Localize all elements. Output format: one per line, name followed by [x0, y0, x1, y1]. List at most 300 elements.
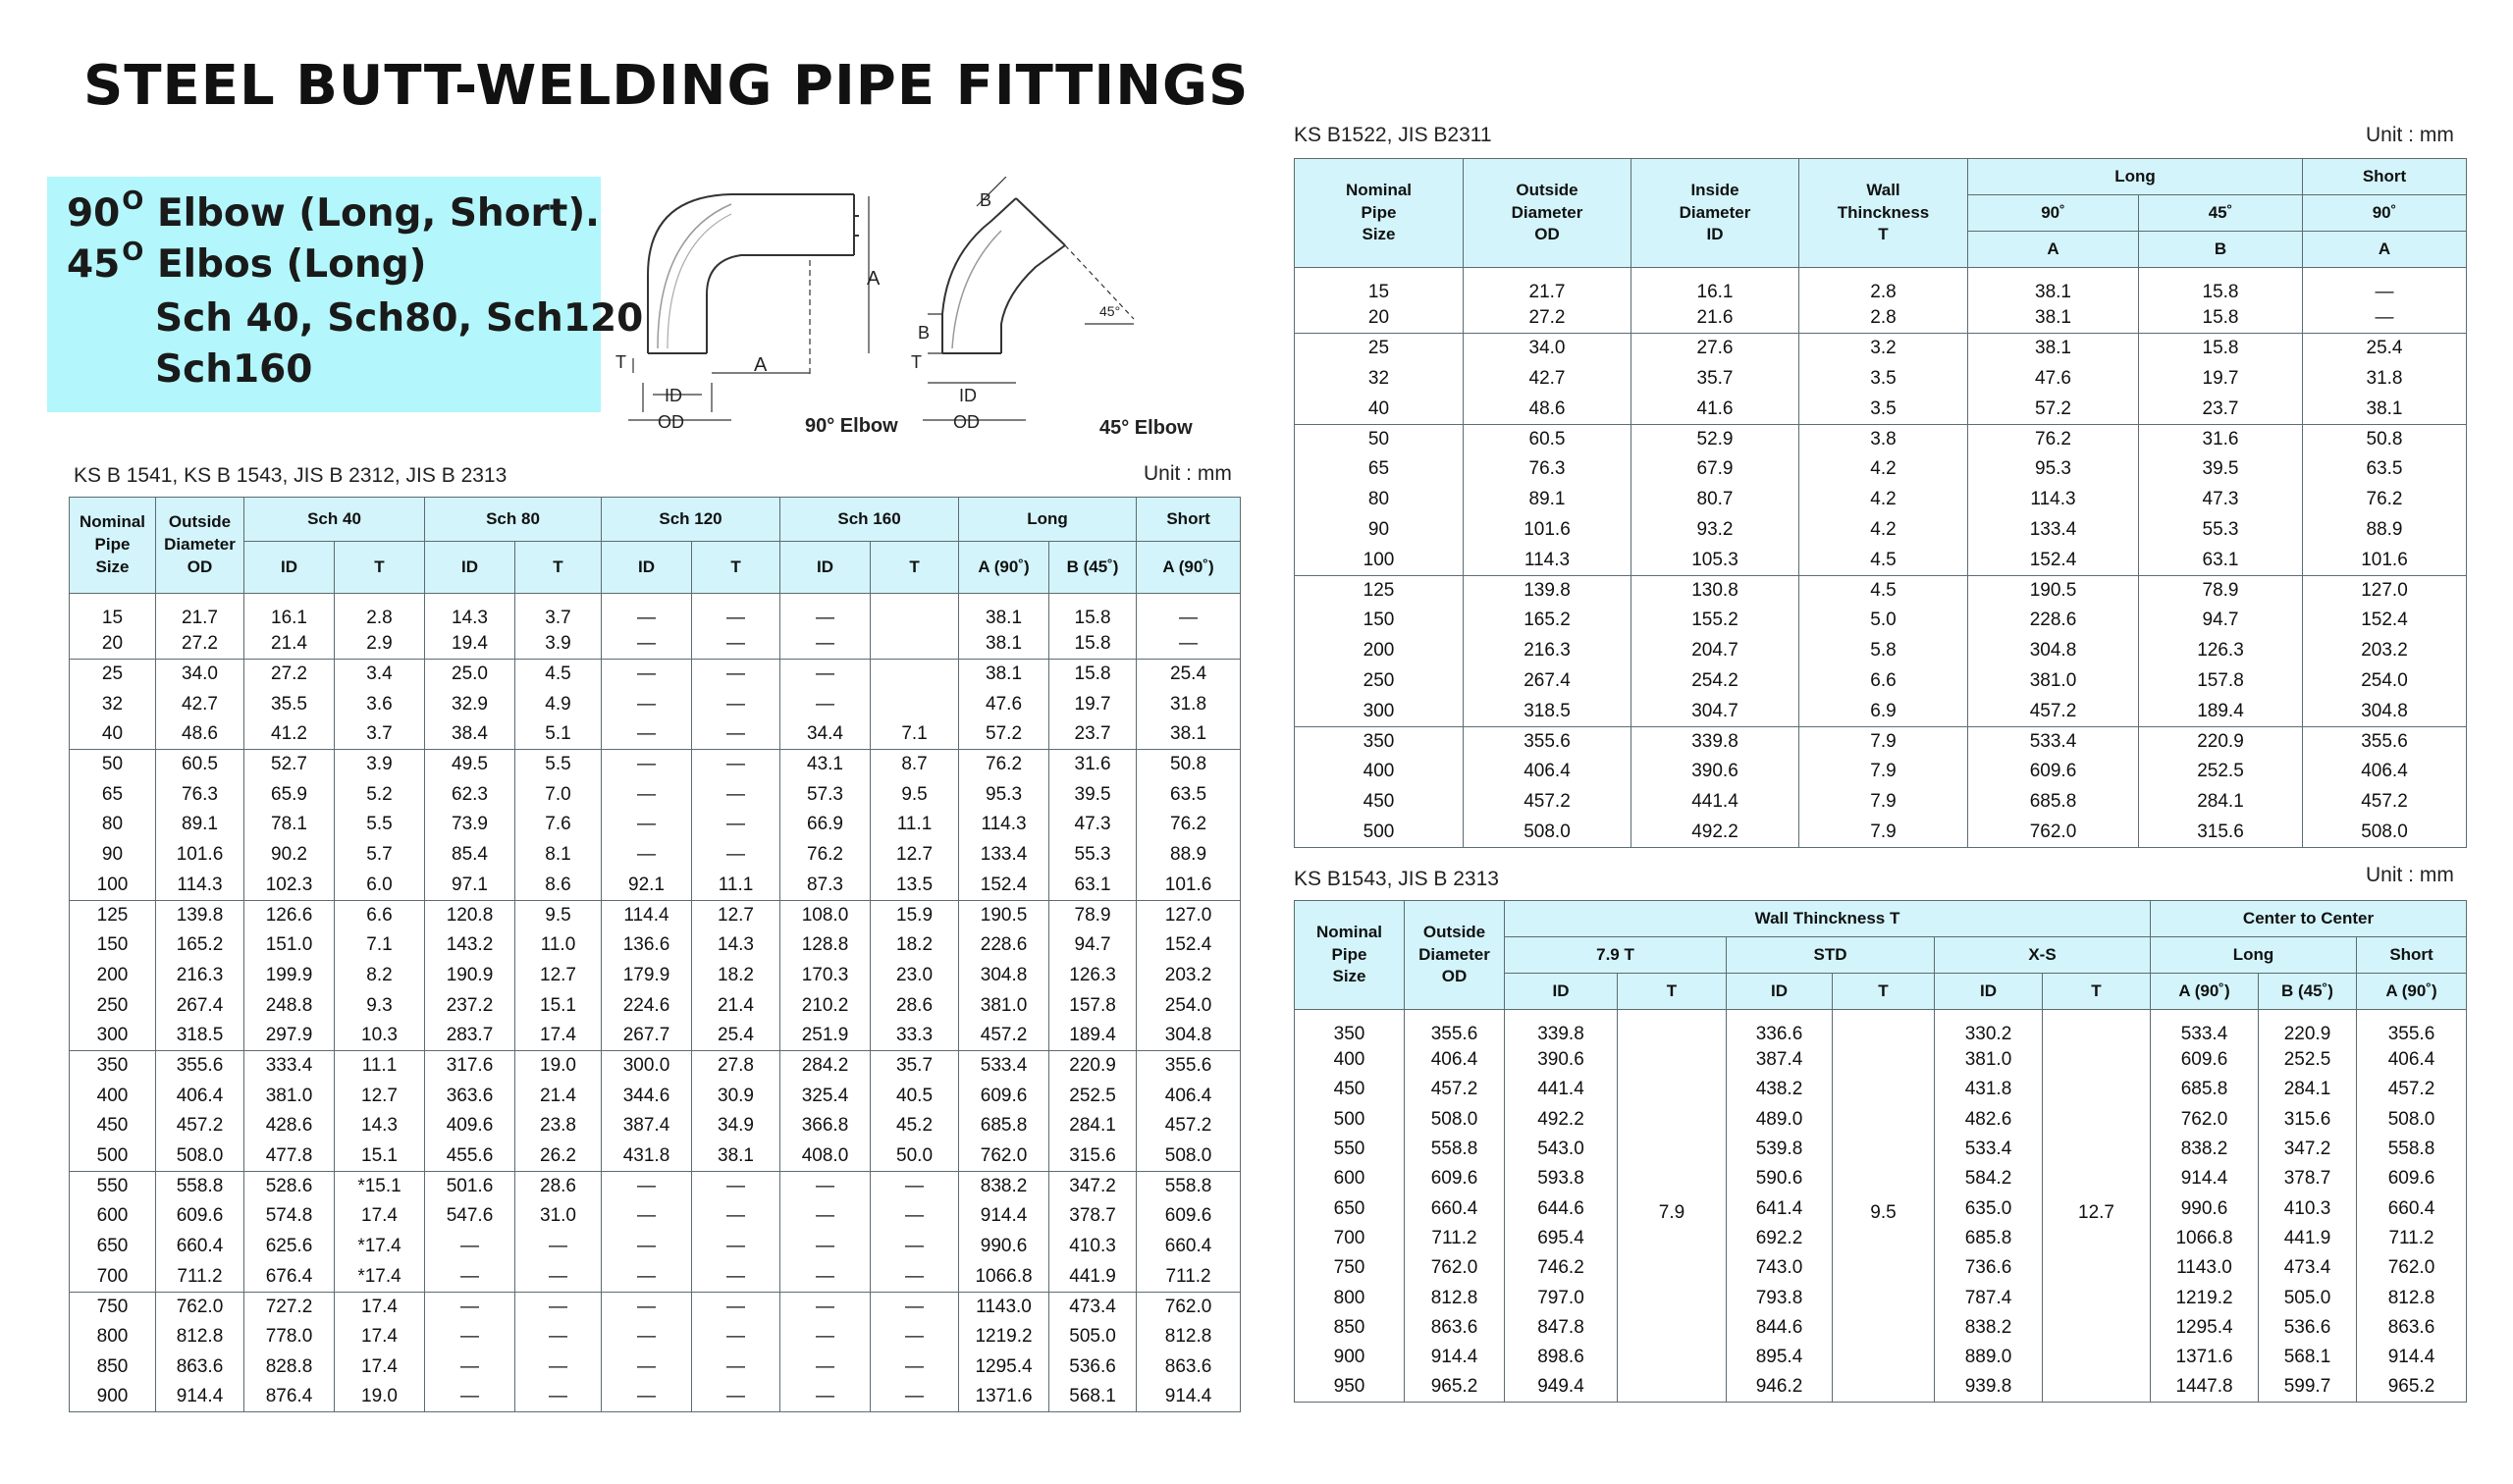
elbow-90-text: Elbow (Long, Short). [156, 191, 601, 236]
table-cell: 40.5 [871, 1081, 959, 1111]
table-cell: 220.9 [1049, 1051, 1137, 1082]
table-cell: 127.0 [2303, 575, 2467, 606]
table-cell: 366.8 [780, 1111, 871, 1141]
table-cell: 200 [70, 961, 156, 991]
table-cell: 126.3 [2139, 636, 2303, 666]
label-t-45: T [911, 352, 922, 372]
table-cell: 38.4 [425, 719, 515, 750]
table-cell: 914.4 [959, 1201, 1049, 1232]
info-schedule-160: Sch160 [155, 347, 313, 392]
table-cell: — [515, 1322, 602, 1352]
table-cell: 152.4 [1968, 545, 2139, 575]
table-row [1295, 636, 2467, 666]
info-schedules: Sch 40, Sch80, Sch120 [155, 296, 644, 341]
table-cell: — [871, 1261, 959, 1292]
table-cell: 4.9 [515, 689, 602, 719]
table-cell: 965.2 [1405, 1372, 1505, 1402]
schedule-table-body [70, 594, 1241, 1412]
table-cell: 2.9 [335, 629, 425, 660]
col-a90-short: A (90˚) [1137, 542, 1241, 594]
caption-45-elbow: 45° Elbow [1099, 417, 1193, 439]
table-row [1295, 364, 2467, 395]
table-cell: 97.1 [425, 871, 515, 901]
table-cell: 609.6 [1137, 1201, 1241, 1232]
table-cell: 12.7 [692, 900, 780, 930]
table-row [1295, 1010, 2467, 1046]
table-cell: 47.6 [959, 689, 1049, 719]
table-cell: 228.6 [959, 930, 1049, 961]
table-cell: 692.2 [1727, 1224, 1833, 1253]
col-std: STD [1727, 937, 1935, 974]
table-cell: 254.2 [1631, 666, 1799, 697]
col-b: B [2139, 232, 2303, 268]
table-cell: 457.2 [959, 1021, 1049, 1051]
table-cell: 711.2 [1137, 1261, 1241, 1292]
table-cell: 28.6 [871, 990, 959, 1021]
col-t: T [1618, 974, 1727, 1010]
table-row [70, 961, 1241, 991]
elbow-diagram [604, 177, 1242, 451]
col-a-short: A [2303, 232, 2467, 268]
label-b-45-side: B [918, 323, 931, 343]
info-line-45-elbow [67, 238, 426, 287]
table-cell: 5.1 [515, 719, 602, 750]
table-cell: 457.2 [2357, 1075, 2467, 1104]
table-cell: 355.6 [156, 1051, 244, 1082]
col-90-short: 90˚ [2303, 195, 2467, 232]
table-cell: 105.3 [1631, 545, 1799, 575]
label-od-45: OD [953, 412, 980, 432]
table-cell: 558.8 [156, 1171, 244, 1201]
table-cell: — [780, 1171, 871, 1201]
table-cell: 762.0 [1405, 1253, 1505, 1283]
table-cell: 47.3 [2139, 485, 2303, 515]
table-cell: 284.1 [1049, 1111, 1137, 1141]
table-cell: 67.9 [1631, 454, 1799, 485]
table-cell: — [602, 779, 692, 810]
table-cell: *17.4 [335, 1261, 425, 1292]
table-row [1295, 303, 2467, 334]
table-row [1295, 606, 2467, 636]
table-cell: 387.4 [1727, 1045, 1833, 1075]
table-cell: 4.2 [1799, 485, 1968, 515]
table-cell: 5.5 [335, 810, 425, 840]
table-cell: 7.1 [871, 719, 959, 750]
table-cell: 333.4 [244, 1051, 335, 1082]
table-cell: 378.7 [2259, 1164, 2357, 1193]
col-xs: X-S [1935, 937, 2151, 974]
table-cell: 50 [70, 750, 156, 780]
table-cell: 3.2 [1799, 334, 1968, 364]
table-cell: 127.0 [1137, 900, 1241, 930]
table-cell: 533.4 [2151, 1010, 2259, 1046]
table-cell: 31.6 [2139, 424, 2303, 454]
table-cell: — [602, 1292, 692, 1322]
table-cell: — [780, 594, 871, 630]
table-cell: 863.6 [2357, 1313, 2467, 1343]
table-cell: 114.3 [1968, 485, 2139, 515]
table-cell: 15 [70, 594, 156, 630]
table-cell: 31.8 [1137, 689, 1241, 719]
col-a: A [1968, 232, 2139, 268]
table-cell: 267.4 [156, 990, 244, 1021]
table-cell: 38.1 [959, 660, 1049, 690]
table-cell: 4.2 [1799, 454, 1968, 485]
table-cell: 27.6 [1631, 334, 1799, 364]
table-cell: 9.5 [871, 779, 959, 810]
table-cell: — [602, 1171, 692, 1201]
table-cell: 21.4 [515, 1081, 602, 1111]
table-cell: 644.6 [1505, 1193, 1618, 1223]
table-cell: 410.3 [1049, 1232, 1137, 1262]
table-cell: 406.4 [2357, 1045, 2467, 1075]
table-cell: 15.1 [335, 1141, 425, 1172]
elbow-45-drawing [923, 177, 1134, 420]
table-cell: 355.6 [1137, 1051, 1241, 1082]
table-cell: 126.6 [244, 900, 335, 930]
table-cell: 762.0 [1137, 1292, 1241, 1322]
table-cell: 139.8 [1464, 575, 1631, 606]
table-cell: 793.8 [1727, 1283, 1833, 1312]
table-cell: — [602, 629, 692, 660]
table-cell: — [780, 1261, 871, 1292]
table-cell: 505.0 [1049, 1322, 1137, 1352]
table-cell: 533.4 [1935, 1135, 2043, 1164]
table-row [70, 1081, 1241, 1111]
table-cell: 750 [1295, 1253, 1405, 1283]
table-cell: 40 [70, 719, 156, 750]
table-cell: — [602, 594, 692, 630]
table-cell: — [692, 1292, 780, 1322]
col-b45: B (45˚) [1049, 542, 1137, 594]
table-cell: 914.4 [156, 1382, 244, 1412]
table-cell: 19.0 [515, 1051, 602, 1082]
table-cell [871, 660, 959, 690]
table-cell: 350 [70, 1051, 156, 1082]
table-row [70, 1292, 1241, 1322]
table-cell: 95.3 [1968, 454, 2139, 485]
table3-standard: KS B1543, JIS B 2313 [1294, 868, 1499, 890]
elbow-dimension-table-body [1295, 268, 2467, 848]
table-cell: 35.5 [244, 689, 335, 719]
table-cell: 38.1 [959, 594, 1049, 630]
table-cell: 441.9 [2259, 1224, 2357, 1253]
table-cell: 1066.8 [2151, 1224, 2259, 1253]
table-row [70, 810, 1241, 840]
table-row [70, 1382, 1241, 1412]
table-cell: 52.9 [1631, 424, 1799, 454]
table-cell: 381.0 [1935, 1045, 2043, 1075]
table-cell: 19.7 [2139, 364, 2303, 395]
table-cell: 89.1 [156, 810, 244, 840]
table-cell: 189.4 [1049, 1021, 1137, 1051]
info-line-90-elbow [67, 186, 600, 236]
col-outside: Outside Diameter OD [156, 498, 244, 594]
table-cell: 21.7 [1464, 268, 1631, 304]
table-cell: 31.0 [515, 1201, 602, 1232]
col-sch120: Sch 120 [602, 498, 780, 542]
table-cell: — [871, 1382, 959, 1412]
table-cell: — [871, 1171, 959, 1201]
table-row [1295, 575, 2467, 606]
table-cell: 155.2 [1631, 606, 1799, 636]
table-cell: 599.7 [2259, 1372, 2357, 1402]
table-cell: 7.9 [1799, 818, 1968, 848]
table-cell: 11.1 [871, 810, 959, 840]
table-cell: 133.4 [959, 840, 1049, 871]
col-wall-thickness: Wall Thinckness T [1505, 901, 2151, 937]
table-cell: 812.8 [1405, 1283, 1505, 1312]
table-cell: — [780, 1292, 871, 1322]
table-cell: 88.9 [1137, 840, 1241, 871]
table-cell: 847.8 [1505, 1313, 1618, 1343]
table-cell: 7.9 [1799, 726, 1968, 757]
table-cell: 126.3 [1049, 961, 1137, 991]
table-cell: 35.7 [1631, 364, 1799, 395]
table-cell: 94.7 [1049, 930, 1137, 961]
table-cell: 267.4 [1464, 666, 1631, 697]
table-cell: 536.6 [2259, 1313, 2357, 1343]
table-cell: — [692, 1382, 780, 1412]
table-cell: *17.4 [335, 1232, 425, 1262]
table-cell: 14.3 [335, 1111, 425, 1141]
angle-90: 90 [67, 191, 121, 236]
table-cell: 473.4 [1049, 1292, 1137, 1322]
table-cell: 125 [70, 900, 156, 930]
table-cell: 8.6 [515, 871, 602, 901]
table-cell: 89.1 [1464, 485, 1631, 515]
table-cell: 660.4 [2357, 1193, 2467, 1223]
table-row [70, 594, 1241, 630]
table-cell: 711.2 [2357, 1224, 2467, 1253]
table-cell: 508.0 [2357, 1105, 2467, 1135]
table-cell: 252.5 [1049, 1081, 1137, 1111]
table-cell: 38.1 [1968, 303, 2139, 334]
table-cell: — [692, 1171, 780, 1201]
table-cell: 1143.0 [959, 1292, 1049, 1322]
table-cell: 650 [70, 1232, 156, 1262]
col-45: 45˚ [2139, 195, 2303, 232]
table-cell: — [871, 1322, 959, 1352]
table-cell: 381.0 [244, 1081, 335, 1111]
table-row [70, 660, 1241, 690]
table-cell: 76.2 [1968, 424, 2139, 454]
table-cell: 27.2 [156, 629, 244, 660]
table-cell: 6.6 [335, 900, 425, 930]
table-row [70, 1021, 1241, 1051]
table-cell: 838.2 [2151, 1135, 2259, 1164]
table-cell: 283.7 [425, 1021, 515, 1051]
table-row [1295, 757, 2467, 787]
table-cell: 204.7 [1631, 636, 1799, 666]
schedule-table [69, 497, 1241, 1412]
table-cell: 895.4 [1727, 1343, 1833, 1372]
table-cell: 78.9 [1049, 900, 1137, 930]
table-cell: 32 [1295, 364, 1464, 395]
table-cell: 812.8 [156, 1322, 244, 1352]
table-cell: — [602, 840, 692, 871]
table-cell: 711.2 [156, 1261, 244, 1292]
table-cell: 165.2 [1464, 606, 1631, 636]
col-7-9t: 7.9 T [1505, 937, 1727, 974]
table-cell: 252.5 [2139, 757, 2303, 787]
table-cell: 838.2 [1935, 1313, 2043, 1343]
table-cell: 3.9 [515, 629, 602, 660]
table-cell: 8.2 [335, 961, 425, 991]
table-cell: 220.9 [2259, 1010, 2357, 1046]
table-row [70, 930, 1241, 961]
table-row [70, 689, 1241, 719]
table-cell: — [692, 840, 780, 871]
table-cell: — [692, 660, 780, 690]
table-cell: 609.6 [1968, 757, 2139, 787]
table-cell: 9.5 [515, 900, 602, 930]
table-cell: 32 [70, 689, 156, 719]
table-cell: 350 [1295, 1010, 1405, 1046]
table-row [70, 629, 1241, 660]
table-cell: 34.0 [156, 660, 244, 690]
table-cell: 190.5 [959, 900, 1049, 930]
table-cell: 711.2 [1405, 1224, 1505, 1253]
col-long: Long [959, 498, 1137, 542]
table-cell: 378.7 [1049, 1201, 1137, 1232]
table-cell: 31.6 [1049, 750, 1137, 780]
table-cell: 27.2 [1464, 303, 1631, 334]
table-cell: 284.2 [780, 1051, 871, 1082]
table-cell: 457.2 [1137, 1111, 1241, 1141]
table-cell: 65 [70, 779, 156, 810]
table-cell: 15.8 [2139, 334, 2303, 364]
table-cell: 641.4 [1727, 1193, 1833, 1223]
table-cell: 441.4 [1631, 787, 1799, 818]
table-cell: 100 [1295, 545, 1464, 575]
table-cell: 62.3 [425, 779, 515, 810]
table-cell: — [780, 1382, 871, 1412]
table-cell: 48.6 [156, 719, 244, 750]
table-cell: 457.2 [1968, 696, 2139, 726]
col-sch40: Sch 40 [244, 498, 425, 542]
table-cell: 7.0 [515, 779, 602, 810]
table-cell: 17.4 [335, 1201, 425, 1232]
table-cell: 406.4 [2303, 757, 2467, 787]
table-cell: 317.6 [425, 1051, 515, 1082]
table-cell: 750 [70, 1292, 156, 1322]
table-cell: 21.6 [1631, 303, 1799, 334]
table-row [70, 750, 1241, 780]
table-cell: 600 [70, 1201, 156, 1232]
table-row [1295, 726, 2467, 757]
col-wall: Wall Thinckness T [1799, 159, 1968, 268]
table-cell: 409.6 [425, 1111, 515, 1141]
table-cell: 25.4 [692, 1021, 780, 1051]
table-cell: 15.8 [1049, 594, 1137, 630]
table-cell: 5.0 [1799, 606, 1968, 636]
table-cell: 63.5 [1137, 779, 1241, 810]
table-cell: 450 [1295, 1075, 1405, 1104]
table-cell: 347.2 [1049, 1171, 1137, 1201]
table-cell: 200 [1295, 636, 1464, 666]
table-cell: 190.5 [1968, 575, 2139, 606]
table-cell: 38.1 [1137, 719, 1241, 750]
table-cell: 15.8 [2139, 303, 2303, 334]
table-cell: 78.1 [244, 810, 335, 840]
table-cell: 14.3 [692, 930, 780, 961]
table-row [70, 1171, 1241, 1201]
table-cell: 11.1 [335, 1051, 425, 1082]
table-cell: 136.6 [602, 930, 692, 961]
col-t: T [335, 542, 425, 594]
table-cell: 304.8 [959, 961, 1049, 991]
table-cell: 800 [1295, 1283, 1405, 1312]
table-cell: — [515, 1232, 602, 1262]
col-long: Long [1968, 159, 2303, 195]
table-cell: 5.7 [335, 840, 425, 871]
table-cell: 410.3 [2259, 1193, 2357, 1223]
table-cell: 609.6 [959, 1081, 1049, 1111]
table-cell: 547.6 [425, 1201, 515, 1232]
table-cell: 38.1 [959, 629, 1049, 660]
table-cell: 25.0 [425, 660, 515, 690]
table-row [70, 840, 1241, 871]
table-cell: 660.4 [156, 1232, 244, 1262]
table-cell: 2.8 [335, 594, 425, 630]
table-cell: 50 [1295, 424, 1464, 454]
table2-unit: Unit : mm [2366, 124, 2454, 146]
table-cell: 676.4 [244, 1261, 335, 1292]
table-cell: 18.2 [871, 930, 959, 961]
table-cell: 489.0 [1727, 1105, 1833, 1135]
table-cell: 381.0 [959, 990, 1049, 1021]
table-cell: 3.9 [335, 750, 425, 780]
table-cell: 700 [1295, 1224, 1405, 1253]
table-cell: 660.4 [1137, 1232, 1241, 1262]
table-cell: 57.3 [780, 779, 871, 810]
table-cell: 150 [1295, 606, 1464, 636]
table-cell: 39.5 [1049, 779, 1137, 810]
caption-90-elbow: 90° Elbow [805, 415, 898, 437]
table-cell: 428.6 [244, 1111, 335, 1141]
table-cell: 102.3 [244, 871, 335, 901]
table-cell: 12.7 [871, 840, 959, 871]
table-cell: 344.6 [602, 1081, 692, 1111]
table-cell: — [515, 1292, 602, 1322]
table-cell: 455.6 [425, 1141, 515, 1172]
table-cell: 250 [1295, 666, 1464, 697]
table-cell: 40 [1295, 394, 1464, 424]
table-row [70, 1232, 1241, 1262]
table-cell: 80 [70, 810, 156, 840]
table-cell: 38.1 [1968, 334, 2139, 364]
table-cell: 203.2 [1137, 961, 1241, 991]
label-a-90-bottom: A [754, 354, 768, 376]
table-cell: 220.9 [2139, 726, 2303, 757]
table-cell: 55.3 [2139, 515, 2303, 546]
table-row [1295, 696, 2467, 726]
table-cell: — [425, 1382, 515, 1412]
table-cell: 3.7 [335, 719, 425, 750]
table-cell: 150 [70, 930, 156, 961]
table-cell: 3.4 [335, 660, 425, 690]
table-cell: 7.6 [515, 810, 602, 840]
table-cell: — [871, 1201, 959, 1232]
table-cell: 27.8 [692, 1051, 780, 1082]
table-cell: 500 [1295, 1105, 1405, 1135]
table-cell: 33.3 [871, 1021, 959, 1051]
table-cell: 15.9 [871, 900, 959, 930]
table-cell: 21.4 [244, 629, 335, 660]
table-cell: — [602, 660, 692, 690]
table-cell: 15 [1295, 268, 1464, 304]
